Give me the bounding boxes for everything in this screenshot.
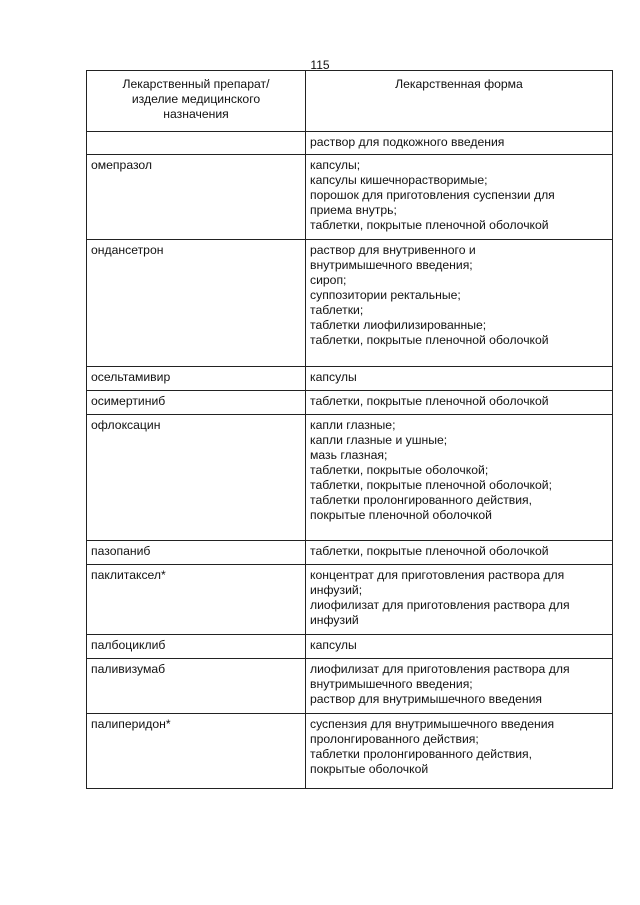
drug-form-line: таблетки, покрытые пленочной оболочкой [310,394,549,408]
drug-form-line: суппозитории ректальные; [310,288,461,302]
drug-form-line: таблетки, покрытые оболочкой; [310,463,489,477]
table-row [87,659,613,714]
drug-name-cell: офлоксацин [87,415,306,541]
drug-name-cell: омепразол [87,155,306,240]
table-header-row [87,71,613,132]
drug-name-cell [87,132,306,155]
drug-form-line: инфузий; [310,583,363,597]
drug-form-line: приема внутрь; [310,203,397,217]
table-row [87,541,613,565]
drug-form-line: таблетки лиофилизированные; [310,318,487,332]
table-row [87,714,613,789]
drug-form-line: раствор для внутримышечного введения [310,692,543,706]
drug-form-line: таблетки; [310,303,364,317]
table-row [87,132,613,155]
header-drug-line: изделие медицинского [131,92,261,106]
drug-form-line: таблетки пролонгированного действия, [310,493,533,507]
drug-name-cell: пазопаниб [87,541,306,565]
drug-form-line: капли глазные и ушные; [310,433,448,447]
drug-name-cell: ондансетрон [87,240,306,367]
drug-forms-cell [306,155,613,240]
drug-table [86,70,613,789]
drug-forms-cell [306,132,613,155]
drug-name-cell: осельтамивир [87,367,306,391]
header-form: Лекарственная форма [306,71,613,132]
drug-form-line: капсулы [310,638,357,652]
table-row [87,391,613,415]
drug-form-line: капсулы кишечнорастворимые; [310,173,488,187]
drug-form-line: концентрат для приготовления раствора для [310,568,565,582]
page-number: 115 [310,58,330,72]
table-row [87,635,613,659]
drug-forms-cell [306,635,613,659]
drug-form-line: лиофилизат для приготовления раствора для [310,662,570,676]
header-drug [87,71,306,132]
drug-form-line: мазь глазная; [310,448,388,462]
drug-form-line: таблетки, покрытые пленочной оболочкой [310,218,549,232]
drug-form-line: раствор для внутривенного и [310,243,476,257]
drug-form-line: раствор для подкожного введения [310,135,505,149]
drug-name-cell: палбоциклиб [87,635,306,659]
drug-form-line: капсулы; [310,158,361,172]
drug-name-cell: паливизумаб [87,659,306,714]
drug-form-line: суспензия для внутримышечного введения [310,717,555,731]
drug-forms-cell [306,659,613,714]
drug-form-line: капсулы [310,370,357,384]
drug-form-line: таблетки, покрытые пленочной оболочкой; [310,478,552,492]
drug-forms-cell [306,240,613,367]
drug-form-line: порошок для приготовления суспензии для [310,188,555,202]
table-row [87,415,613,541]
drug-form-line: сироп; [310,273,347,287]
drug-form-line: таблетки, покрытые пленочной оболочкой [310,333,549,347]
drug-name-cell: палиперидон* [87,714,306,789]
drug-form-line: таблетки, покрытые пленочной оболочкой [310,544,549,558]
drug-forms-cell [306,391,613,415]
drug-form-line: внутримышечного введения; [310,258,473,272]
table-row [87,565,613,635]
drug-form-line: внутримышечного введения; [310,677,473,691]
drug-form-line: капли глазные; [310,418,396,432]
drug-form-line: таблетки пролонгированного действия, [310,747,533,761]
drug-forms-cell [306,415,613,541]
drug-form-line: покрытые пленочной оболочкой [310,508,492,522]
drug-name-cell: осимертиниб [87,391,306,415]
drug-form-line: покрытые оболочкой [310,762,429,776]
drug-forms-cell [306,367,613,391]
drug-forms-cell [306,541,613,565]
header-drug-line: назначения [163,107,229,121]
table-row [87,240,613,367]
drug-forms-cell [306,565,613,635]
drug-name-cell: паклитаксел* [87,565,306,635]
header-drug-line: Лекарственный препарат/ [122,77,270,91]
drug-forms-cell [306,714,613,789]
table-row [87,367,613,391]
drug-form-line: лиофилизат для приготовления раствора для [310,598,570,612]
table-row [87,155,613,240]
drug-form-line: инфузий [310,613,359,627]
drug-form-line: пролонгированного действия; [310,732,479,746]
